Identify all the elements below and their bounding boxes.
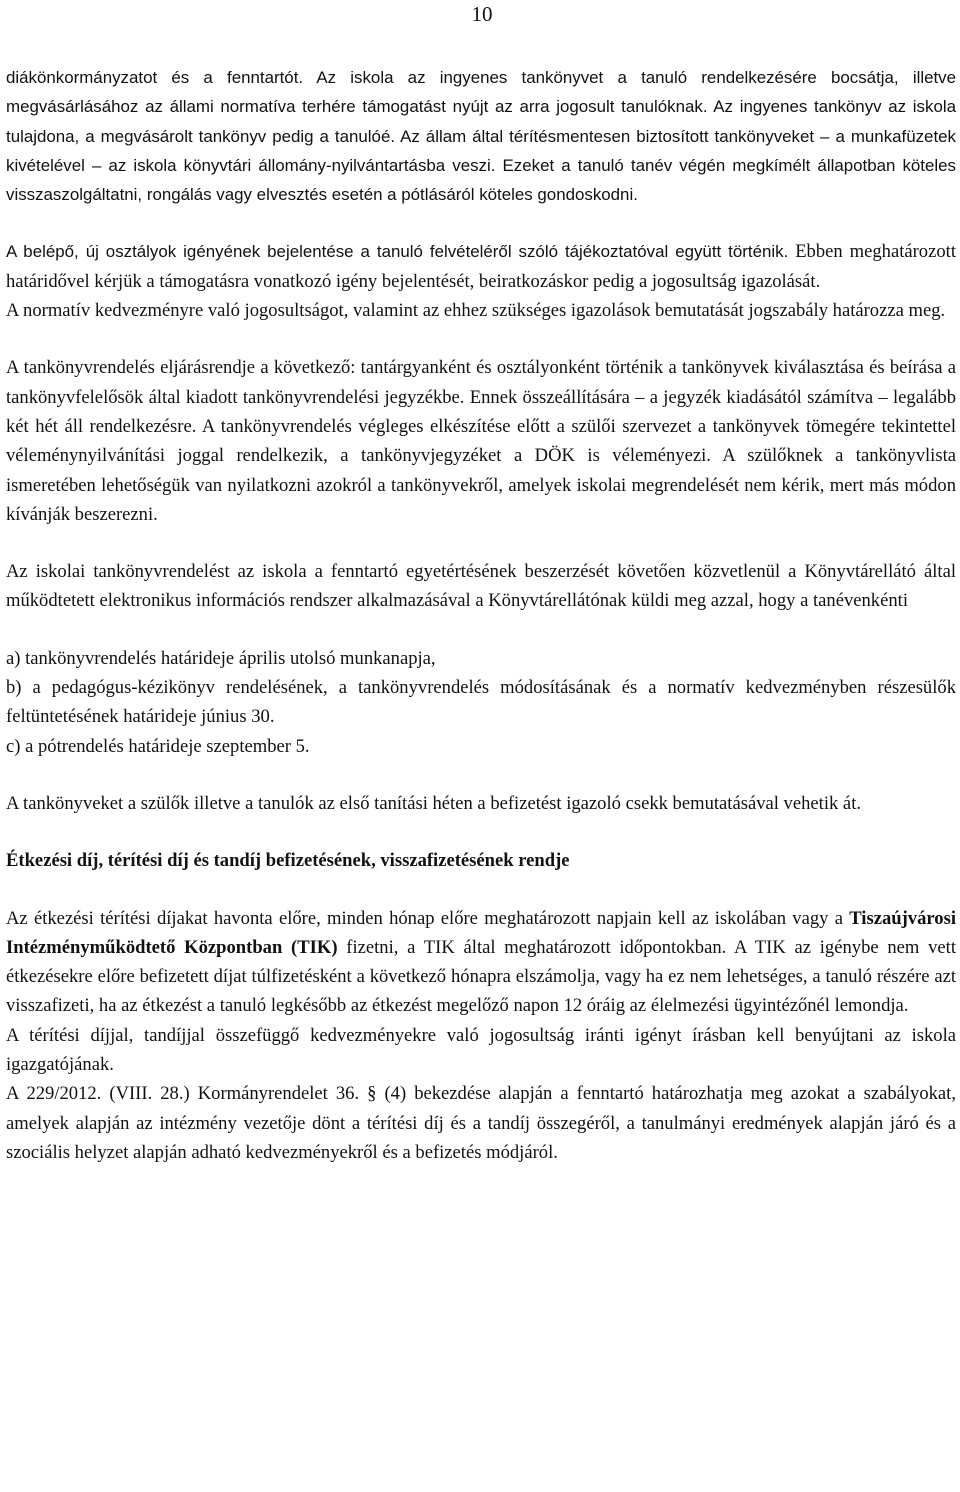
paragraph-meal-fees (6, 904, 956, 1021)
paragraph-free-textbooks: diákönkormányzatot és a fenntartót. Az iskola az ingyenes tankönyvet a tanuló rendelkezésére bocsátja, illetve megvásárlásához az állami normatíva terhére támogatást nyújt az arra jogosult tanulóknak. Az ingyenes tankönyv az iskola tulajdona, a megvásárolt tankönyv pedig a tanulóé. Az állam által térítésmentesen biztosított tankönyveket – a munkafüzetek kivételével – az iskola könyvtári állomány-nyilvántartásba veszi. Ezeket a tanuló tanév végén megkímélt állapotban köteles visszaszolgáltatni, rongálás vagy elvesztés esetén a pótlásáról köteles gondoskodni. (6, 68, 956, 205)
list-item-b: b) a pedagógus-kézikönyv rendelésének, a tankönyvrendelés módosításának és a normatív kedvezményben részesülők feltüntetésének határideje június 30. (6, 677, 956, 728)
paragraph-normative-discount: A normatív kedvezményre való jogosultságot, valamint az ehhez szükséges igazolások bemutatását jogszabály határozza meg. (6, 300, 946, 322)
document-body (6, 63, 956, 1167)
paragraph-fee-discount-request: A térítési díjjal, tandíjjal összefüggő kedvezményekre való jogosultság iránti igényt írásban kell benyújtani az iskola igazgatójának. (6, 1024, 956, 1076)
paragraph-new-classes-sans: A belépő, új osztályok igényének bejelentése a tanuló felvételéről szóló tájékoztatóval együtt történik. (6, 242, 789, 262)
paragraph-meal-fees-post: fizetni, a TIK által meghatározott időpontokban. A TIK az igénybe nem vett étkezésekre előre befizetett díjat túlfizetésként a következő hónapra elszámolja, vagy ha ez nem lehetséges, a tanuló részére azt visszafizeti, ha az étkezést a tanuló legkésőbb az étkezést megelőző napon 12 óráig az élelmezési ügyintézőnél lemondja. (6, 936, 957, 1017)
paragraph-new-classes (6, 237, 956, 296)
paragraph-pickup: A tankönyveket a szülők illetve a tanulók az első tanítási héten a befizetést igazoló csekk bemutatásával vehetik át. (6, 792, 862, 814)
paragraph-school-order: Az iskolai tankönyvrendelést az iskola a fenntartó egyetértésének beszerzését követően közvetlenül a Könyvtárellátó által működtetett elektronikus információs rendszer alkalmazásával a Könyvtárellátónak küldi meg azzal, hogy a tanévenkénti (6, 561, 956, 612)
list-item-c: c) a pótrendelés határideje szeptember 5. (6, 735, 310, 757)
paragraph-government-decree: A 229/2012. (VIII. 28.) Kormányrendelet 36. § (4) bekezdése alapján a fenntartó határozhatja meg azokat a szabályokat, amelyek alapján az intézmény vezetője dönt a térítési díj és a tandíj összegéről, a tanulmányi eredmények alapján járó és a szociális helyzet alapján adható kedvezményekről és a befizetés módjáról. (6, 1083, 956, 1163)
section-heading: Étkezési díj, térítési díj és tandíj befizetésének, visszafizetésének rendje (6, 850, 570, 872)
paragraph-new-classes-serif: Ebben meghatározott határidővel kérjük a támogatásra vonatkozó igény bejelentését, beiratkozáskor pedig a jogosultság igazolását. (6, 241, 956, 292)
list-item-a: a) tankönyvrendelés határideje április utolsó munkanapja, (6, 647, 436, 669)
paragraph-ordering-procedure: A tankönyvrendelés eljárásrendje a következő: tantárgyanként és osztályonként történik a tankönyvek kiválasztása és beírása a tankönyvfelelősök által kiadott tankönyvrendelési jegyzékbe. Ennek összeállítására – a jegyzék kiadásától számítva – legalább két hét áll rendelkezésre. A tankönyvrendelés végleges elkészítése előtt a szülői szervezet a tankönyvek tömegére tekintettel véleménynyilvánítási joggal rendelkezik, a tankönyvjegyzéket a DÖK is véleményezi. A szülőknek a tankönyvlista ismeretében lehetőségük van nyilatkozni azokról a tankönyvekről, amelyek iskolai megrendelését nem kérik, mert más módon kívánják beszerezni. (6, 357, 956, 525)
page-number: 10 (471, 2, 493, 26)
institution-name: Tiszaújvárosi Intézményműködtető Központban (TIK) (6, 907, 956, 958)
paragraph-meal-fees-pre: Az étkezési térítési díjakat havonta előre, minden hónap előre meghatározott napjain kell az iskolában vagy a (6, 907, 843, 929)
